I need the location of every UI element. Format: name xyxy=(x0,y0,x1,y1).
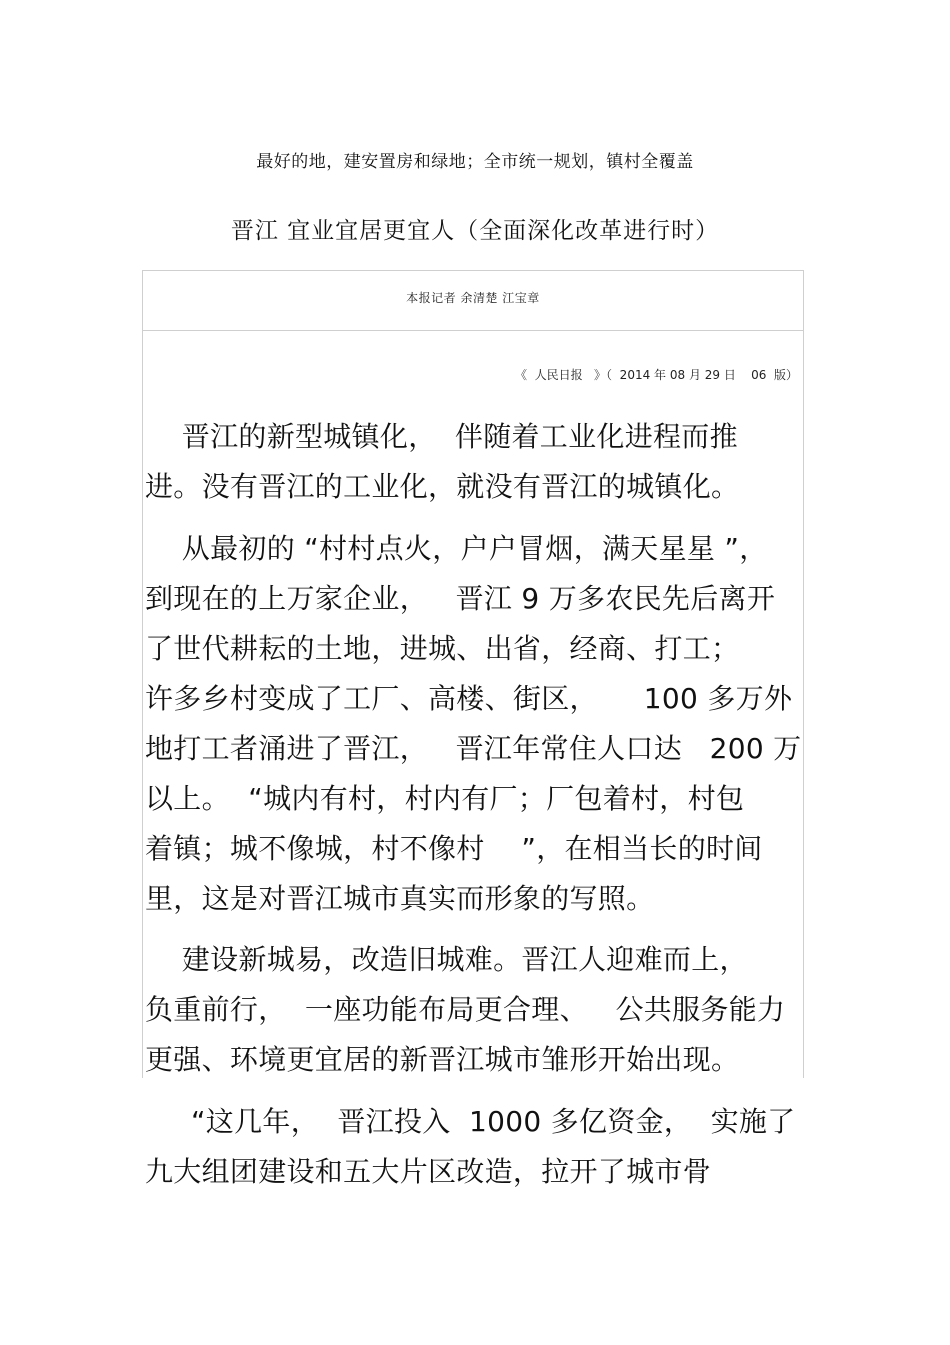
byline: 本报记者 余清楚 江宝章 xyxy=(406,291,540,305)
paragraph-line: 更强、环境更宜居的新晋江城市雏形开始出现。 xyxy=(145,1043,740,1076)
paragraph-line: 以上。 “城内有村，村内有厂；厂包着村，村包 xyxy=(145,782,745,815)
paragraph xyxy=(145,935,805,1085)
paragraph-line: 从最初的 “村村点火，户户冒烟，满天星星 ”， xyxy=(145,532,768,565)
paragraph-line: 许多乡村变成了工厂、高楼、街区， 100 多万外 xyxy=(145,682,793,715)
paragraph-line: 里，这是对晋江城市真实而形象的写照。 xyxy=(145,882,655,915)
article-subtitle: 最好的地，建安置房和绿地；全市统一规划，镇村全覆盖 xyxy=(256,152,694,172)
paragraph-line: 进。没有晋江的工业化，就没有晋江的城镇化。 xyxy=(145,470,740,503)
paragraph-line: “这几年， 晋江投入 1000 多亿资金， 实施了 xyxy=(145,1105,796,1138)
paragraph xyxy=(145,412,805,512)
paragraph xyxy=(145,524,805,924)
paragraph-line: 九大组团建设和五大片区改造，拉开了城市骨 xyxy=(145,1155,712,1188)
paragraph-line: 负重前行， 一座功能布局更合理、 公共服务能力 xyxy=(145,993,786,1026)
paragraph-line: 晋江的新型城镇化， 伴随着工业化进程而推 xyxy=(145,420,738,453)
paragraph-line: 了世代耕耘的土地，进城、出省，经商、打工； xyxy=(145,632,740,665)
paragraph-line: 着镇；城不像城，村不像村 ”，在相当长的时间 xyxy=(145,832,763,865)
paragraph-line: 到现在的上万家企业， 晋江 9 万多农民先后离开 xyxy=(145,582,776,615)
article-headline: 晋江 宜业宜居更宜人（全面深化改革进行时） xyxy=(230,218,720,244)
paragraph xyxy=(145,1097,805,1197)
paragraph-line: 地打工者涌进了晋江， 晋江年常住人口达 200 万 xyxy=(145,732,802,765)
frame-divider xyxy=(142,330,804,331)
paragraph-line: 建设新城易，改造旧城难。晋江人迎难而上， xyxy=(145,943,748,976)
source-line: 《 人民日报 》（ 2014 年 08 月 29 日 06 版） xyxy=(514,368,798,382)
